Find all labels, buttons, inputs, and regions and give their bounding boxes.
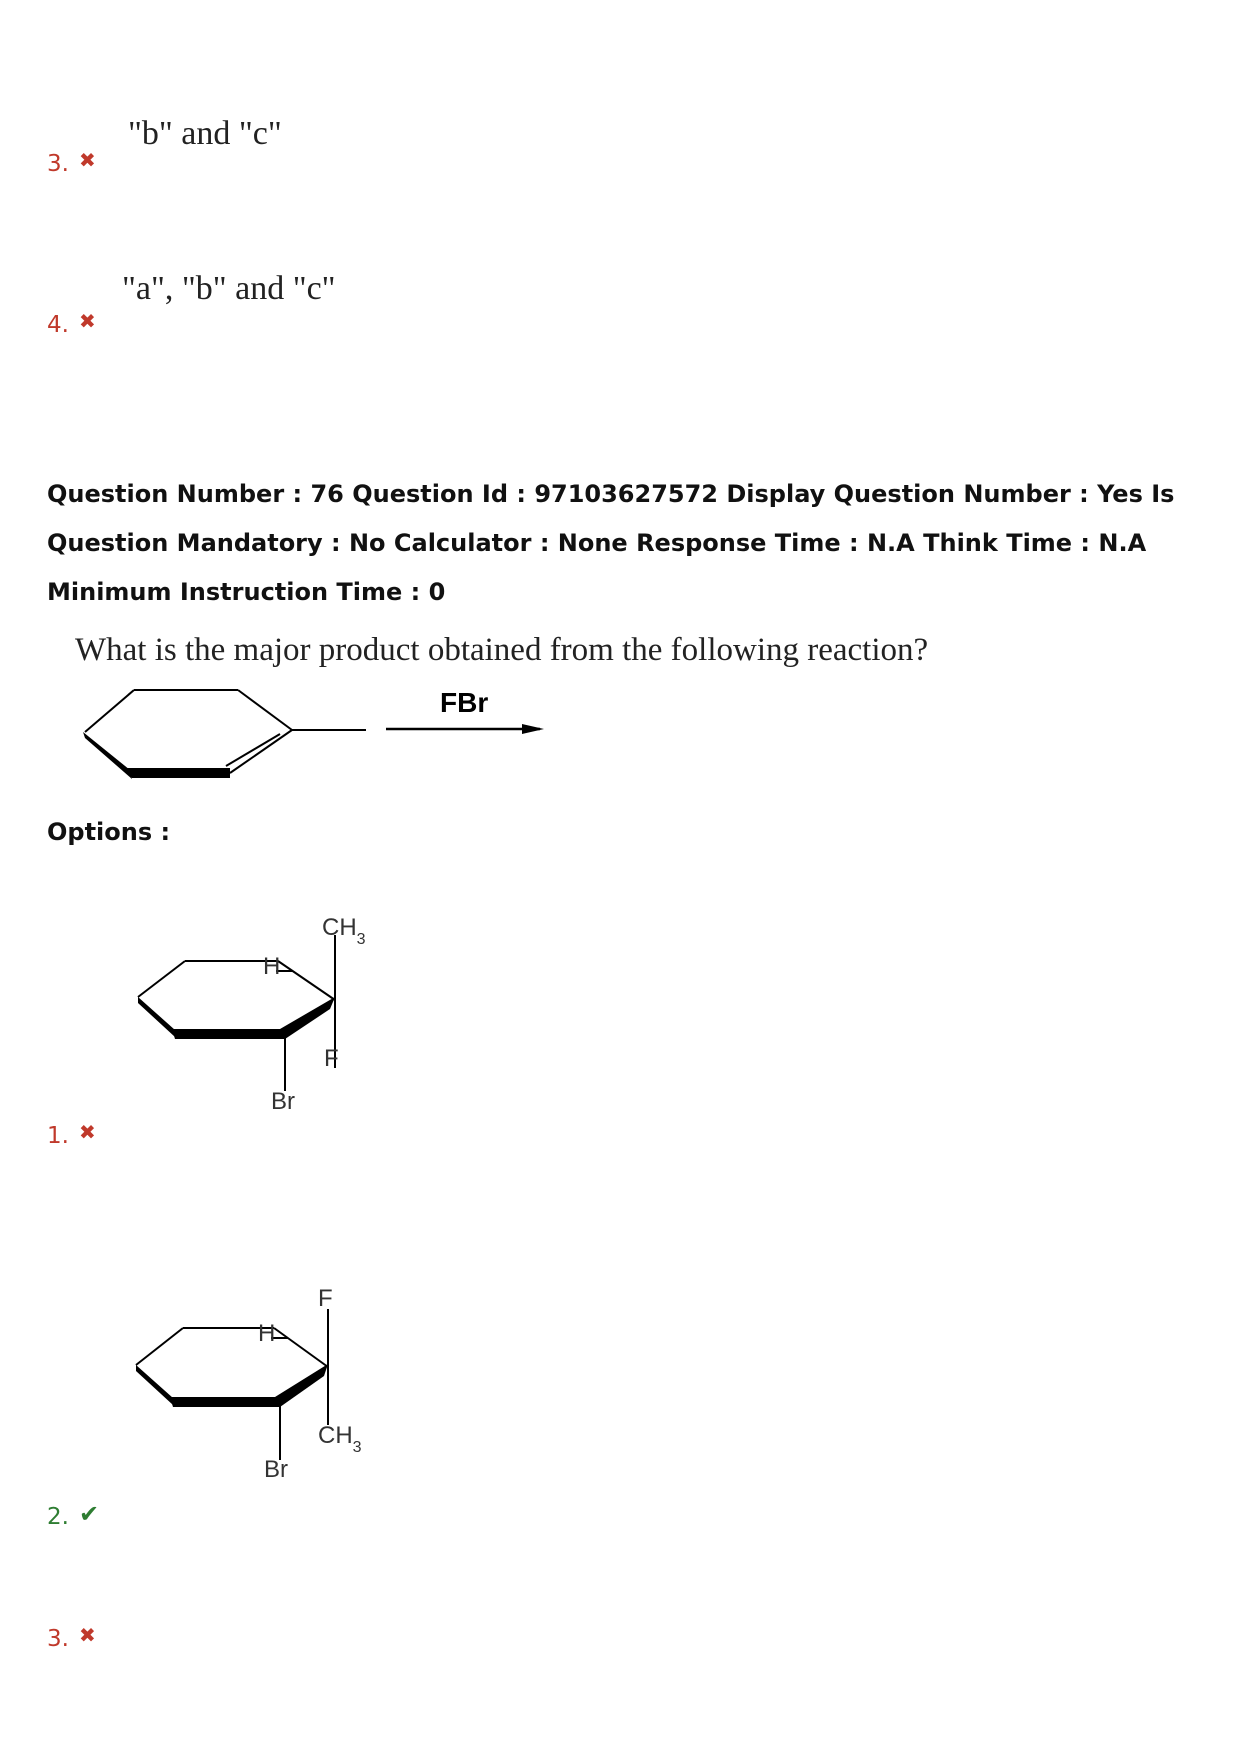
cross-icon: ✖ — [78, 148, 96, 172]
check-icon: ✔ — [78, 1500, 100, 1528]
prev-option-4-text: "a", "b" and "c" — [122, 270, 336, 307]
prev-option-3-text: "b" and "c" — [128, 115, 282, 152]
cross-icon: ✖ — [78, 1120, 96, 1144]
option-2-marker — [47, 1500, 99, 1530]
h-label: H — [263, 953, 281, 980]
prev-option-3-marker — [47, 148, 96, 177]
top-label: F — [318, 1285, 333, 1312]
prev-option-4-marker — [47, 309, 96, 338]
br-label: Br — [264, 1456, 288, 1483]
question-text: What is the major product obtained from the following reaction? — [75, 632, 929, 668]
reaction-diagram — [70, 670, 570, 790]
bottom-label: $CH_3$ — [318, 1422, 362, 1456]
cross-icon: ✖ — [78, 1623, 96, 1647]
option-2-structure — [128, 1275, 388, 1495]
options-label: Options : — [47, 818, 171, 846]
question-meta: Question Number : 76 Question Id : 97103627572 Display Question Number : Yes Is Question Mandatory : No Calculator : None Response Time : N.A Think Time : N.A Minimum Instruction Time : 0 — [47, 480, 1175, 606]
option-number: 2. — [47, 1504, 69, 1530]
option-number: 3. — [47, 151, 69, 177]
option-number: 4. — [47, 312, 69, 338]
option-1-structure — [130, 905, 390, 1125]
option-number: 3. — [47, 1626, 69, 1652]
reagent-label: FBr — [440, 687, 489, 718]
top-label: $CH_3$ — [322, 914, 366, 948]
option-number: 1. — [47, 1123, 69, 1149]
option-1-marker — [47, 1120, 96, 1149]
option-3-marker — [47, 1623, 96, 1652]
h-label: H — [258, 1320, 276, 1347]
arrow-head-icon — [522, 724, 544, 734]
bottom-label: F — [324, 1045, 339, 1072]
br-label: Br — [271, 1088, 295, 1115]
cross-icon: ✖ — [78, 309, 96, 333]
